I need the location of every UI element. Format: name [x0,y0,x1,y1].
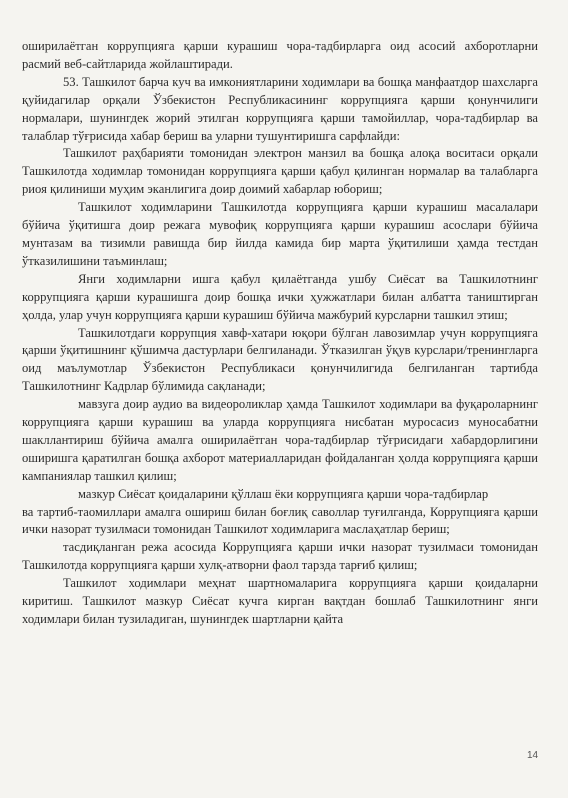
page-number: 14 [527,750,539,761]
list-item-contracts: Ташкилот ходимлари меҳнат шартномаларига коррупцияга қарши қоидаларни киритиш. Ташкилот мазкур Сиёсат кучга кирган вақтдан бошлаб Ташкилотнинг янги ходимлари билан тузиладиган, шунингдек шартларни қайта [22,576,538,626]
document-body [22,38,538,629]
paragraph-continuation: оширилаётган коррупцияга қарши курашиш чора-тадбирларга оид асосий ахборотларни расмий веб-сайтларида жойлаштиради. [22,39,538,71]
list-item-policy-application: мазкур Сиёсат қоидаларини қўллаш ёки коррупцияга қарши чора-тадбирлар [78,486,489,501]
list-item-staff-training: Ташкилот ходимларини Ташкилотда коррупцияга қарши курашиш масалалари бўйича ўқитишга доир режага мувофиқ коррупцияга қарши курашиш асослари бўйича мунтазам ва тизимли равишда бир йилда камида бир марта ўқитилиши ҳамда тестдан ўтказилишини таъминлаш; [22,200,538,268]
list-item-high-risk-positions: Ташкилотдаги коррупция хавф-хатари юқори бўлган лавозимлар учун коррупцияга қарши ўқитишнинг қўшимча дастурлари белгиланади. Ўтказилган ўқув курслари/тренингларга оид маълумотлар Ўзбекистон Республикаси қонунчилигида белгиланган тартибда Ташкилотнинг Кадрлар бўлимида сақланади; [22,325,538,394]
list-item-consultations: ва тартиб-таомиллари амалга ошириш билан боғлиқ саволлар туғилганда, Коррупцияга қарши ички назорат тузилмаси томонидан Ташкилот ходимларига маслаҳатлар бериш; [22,504,538,537]
list-item-promotion: тасдиқланган режа асосида Коррупцияга қарши ички назорат тузилмаси томонидан Ташкилотда коррупцияга қарши хулқ-атворни фаол тарзда тарғиб қилиш; [22,540,538,573]
paragraph-53: 53. Ташкилот барча куч ва имкониятларини ходимлари ва бошқа манфаатдор шахсларга қуйидагилар орқали Ўзбекистон Республикасининг коррупцияга қарши қонунчилиги нормалари, шунингдек жорий этилган коррупцияга қарши тамойиллар, чора-тадбирлар ва талаблар тўғрисида хабар бериш ва уларни тушунтиришга сарфлайди: [22,74,538,143]
list-item-campaigns: мавзуга доир аудио ва видеороликлар ҳамда Ташкилот ходимлари ва фуқароларнинг коррупцияга қарши курашиш ва уларда коррупцияга нисбатан муросасиз муносабатни шакллантириш бўйича амалга оширилаётган чора-тадбирлар тўғрисидаги хабардорлигини оширишга қаратилган бошқа ахборот материалларидан фойдаланган ҳолда коррупцияга қарши кампаниялар ташкил қилиш; [22,397,538,483]
list-item-new-employees: Янги ходимларни ишга қабул қилаётганда ушбу Сиёсат ва Ташкилотнинг коррупцияга қарши курашишга доир бошқа ички ҳужжатлари билан албатта таништирган ҳолда, улар учун коррупцияга қарши курашиш бўйича мажбурий курсларни ташкил этиш; [22,271,538,322]
list-item-email-notices: Ташкилот раҳбарияти томонидан электрон манзил ва бошқа алоқа воситаси орқали Ташкилотда ходимлар томонидан коррупцияга қарши қабул қилинган нормалар ва талабларга риоя қилиниши муҳим эканлигига доир доимий хабарлар юбориш; [22,146,538,197]
